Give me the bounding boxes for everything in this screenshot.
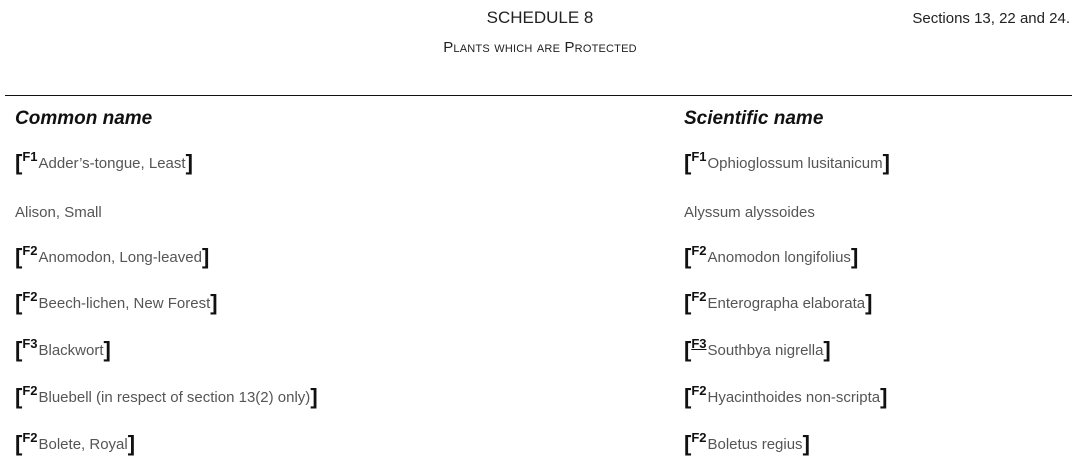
common-name-entry <box>15 336 111 362</box>
close-bracket: ] <box>310 384 318 409</box>
open-bracket: [ <box>15 431 23 456</box>
open-bracket: [ <box>15 150 23 175</box>
footnote-ref-link[interactable]: F1 <box>691 149 707 164</box>
close-bracket: ] <box>882 150 890 175</box>
common-name-text: Anomodon, Long-leaved <box>38 249 202 266</box>
schedule-subtitle: Plants which are Protected <box>443 39 637 56</box>
common-name-text: Blackwort <box>38 342 104 359</box>
scientific-name-text: Southbya nigrella <box>707 342 824 359</box>
close-bracket: ] <box>103 337 111 362</box>
close-bracket: ] <box>823 337 831 362</box>
footnote-ref-link[interactable]: F2 <box>691 383 707 398</box>
footnote-ref-link[interactable]: F3 <box>691 336 707 351</box>
footnote-ref-link[interactable]: F2 <box>22 383 38 398</box>
scientific-name-text: Enterographa elaborata <box>707 295 866 312</box>
close-bracket: ] <box>880 384 888 409</box>
open-bracket: [ <box>684 431 692 456</box>
close-bracket: ] <box>210 290 218 315</box>
scientific-name-text: Anomodon longifolius <box>707 249 851 266</box>
scientific-name-text: Hyacinthoides non-scripta <box>707 389 881 406</box>
common-name-entry <box>15 430 136 456</box>
close-bracket: ] <box>127 431 136 456</box>
common-name-text: Adder’s-tongue, Least <box>38 155 186 172</box>
scientific-name-entry <box>684 243 859 269</box>
open-bracket: [ <box>15 244 23 269</box>
close-bracket: ] <box>185 150 193 175</box>
open-bracket: [ <box>684 384 692 409</box>
common-name-entry <box>15 243 210 269</box>
scientific-name-entry <box>684 383 888 409</box>
footnote-ref-link[interactable]: F2 <box>691 243 707 258</box>
common-name-text: Beech-lichen, New Forest <box>38 295 211 312</box>
scientific-name-text: Boletus regius <box>707 436 803 453</box>
open-bracket: [ <box>684 290 692 315</box>
open-bracket: [ <box>684 150 692 175</box>
common-name-entry <box>15 289 218 315</box>
footnote-ref-link[interactable]: F2 <box>22 430 38 445</box>
footnote-ref-link[interactable]: F2 <box>22 243 38 258</box>
scientific-name-entry <box>684 149 890 175</box>
open-bracket: [ <box>684 244 692 269</box>
common-name-entry <box>15 383 318 409</box>
close-bracket: ] <box>865 290 873 315</box>
footnote-ref-link[interactable]: F1 <box>22 149 38 164</box>
common-name-text: Alison, Small <box>15 204 102 221</box>
scientific-name-entry <box>684 430 810 456</box>
column-header-common-name: Common name <box>15 108 153 129</box>
close-bracket: ] <box>802 431 810 456</box>
footnote-ref-link[interactable]: F3 <box>22 336 38 351</box>
common-name-entry <box>15 203 102 223</box>
scientific-name-text: Ophioglossum lusitanicum <box>707 155 883 172</box>
scientific-name-entry <box>684 336 831 362</box>
schedule-title: SCHEDULE 8 <box>486 8 594 27</box>
open-bracket: [ <box>15 290 23 315</box>
sections-reference: Sections 13, 22 and 24. <box>912 10 1070 27</box>
scientific-name-text: Alyssum alyssoides <box>684 204 815 221</box>
scientific-name-entry <box>684 203 815 223</box>
column-header-scientific-name: Scientific name <box>684 108 824 129</box>
footnote-ref-link[interactable]: F2 <box>22 289 38 304</box>
common-name-entry <box>15 149 193 175</box>
footnote-ref-link[interactable]: F2 <box>691 430 707 445</box>
open-bracket: [ <box>684 337 692 362</box>
open-bracket: [ <box>15 337 23 362</box>
open-bracket: [ <box>15 384 23 409</box>
common-name-text: Bluebell (in respect of section 13(2) only) <box>38 389 311 406</box>
close-bracket: ] <box>201 244 210 269</box>
close-bracket: ] <box>850 244 859 269</box>
scientific-name-entry <box>684 289 873 315</box>
footnote-ref-link[interactable]: F2 <box>691 289 707 304</box>
common-name-text: Bolete, Royal <box>38 436 128 453</box>
header-rule <box>5 95 1072 96</box>
